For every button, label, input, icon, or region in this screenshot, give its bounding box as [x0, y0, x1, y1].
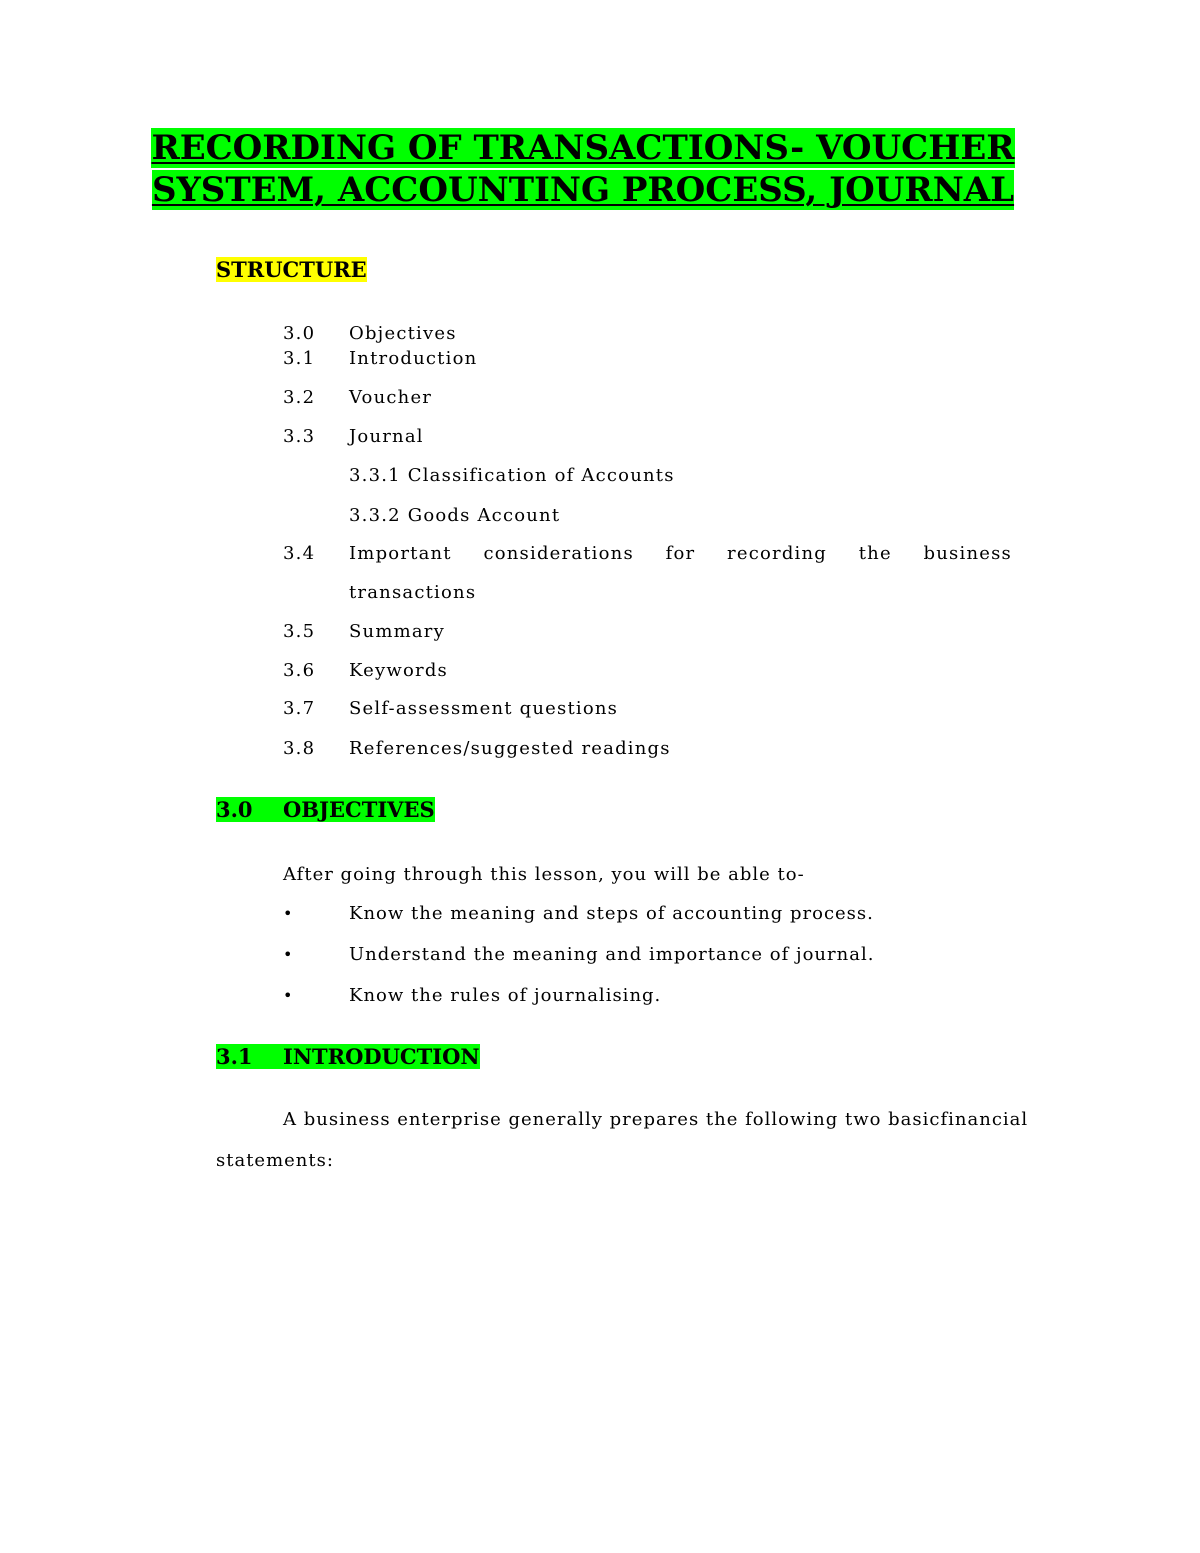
bullet-icon: •: [283, 986, 294, 1005]
toc-item-justified-label: Important considerations for recording the business: [349, 543, 1012, 564]
document-title-line-1: RECORDING OF TRANSACTIONS- VOUCHER: [151, 128, 1015, 168]
bullet-icon: •: [283, 904, 294, 923]
bullet-icon: •: [283, 945, 294, 964]
document-page: RECORDING OF TRANSACTIONS- VOUCHER SYSTEM, ACCOUNTING PROCESS, JOURNAL STRUCTURE 3.0 Objectives 3.1 Introduction 3.2 Voucher 3.3 Journal 3.3.1 Classification of Accounts 3.3.2 Goods Account 3.4 Important considerations for recording the business transactions 3.5 Summary 3.6 Keywords 3.7 Self-assessment questions 3.8 References/suggested readings 3.0 OBJECTIVES After going through this lesson, you will be able to- • Know the meaning and steps of accounting process. • Understand the meaning and importance of journal. • Know the rules of journalising. 3.1 INTRODUCTION A business enterprise generally prepares the following two basicfinancial statements:: [0, 0, 1200, 1553]
objectives-intro: After going through this lesson, you will be able to-: [283, 864, 805, 885]
toc-subitem: 3.3.2 Goods Account: [349, 505, 561, 526]
introduction-paragraph-line-1: A business enterprise generally prepares the following two basicfinancial: [283, 1109, 1029, 1130]
introduction-paragraph-line-2: statements:: [216, 1150, 334, 1171]
toc-item: 3.4 Important considerations for recording the business: [283, 543, 1012, 564]
introduction-heading: 3.1 INTRODUCTION: [216, 1044, 480, 1069]
objectives-heading: 3.0 OBJECTIVES: [216, 797, 435, 822]
structure-heading: STRUCTURE: [216, 257, 367, 282]
toc-item-continuation: transactions: [349, 582, 477, 603]
toc-subitem: 3.3.1 Classification of Accounts: [349, 465, 675, 486]
document-title-line-2: SYSTEM, ACCOUNTING PROCESS, JOURNAL: [151, 170, 1015, 210]
